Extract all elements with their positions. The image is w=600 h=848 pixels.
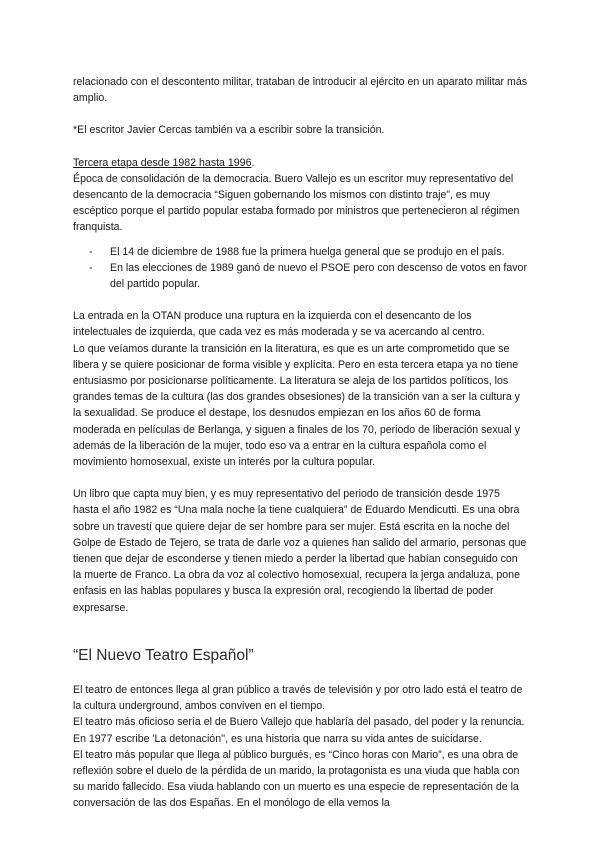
stage-heading-paragraph (73, 155, 528, 171)
note-cercas: *El escritor Javier Cercas también va a escribir sobre la transición. (73, 124, 385, 137)
paragraph-otan: La entrada en la OTAN produce una ruptura en la izquierda con el desencanto de los intelectuales de izquierda, que cada vez es más moderada y se va acercando al centro. (73, 310, 485, 339)
paragraph-theatre-public: El teatro de entonces llega al gran público a través de televisión y por otro lado está el teatro de la cultura underground, ambos conviven en el tiempo. (73, 683, 523, 713)
list-item (73, 260, 528, 292)
stage-description: Época de consolidación de la democracia. Buero Vallejo es un escritor muy representativo del desencanto de la democracia “Siguen gobernando los mismos con distinto traje”, es muy escéptico porque el partido popular estaba formado por ministros que pertenecieron al régimen franquista. (73, 172, 520, 234)
events-list (73, 244, 528, 293)
list-item-text: En las elecciones de 1989 ganó de nuevo el PSOE pero con descenso de votos en favor del partido popular. (110, 261, 527, 291)
paragraph-cinco-horas: El teatro más popular que llega al público burgués, es “Cinco horas con Mario”, es una obra de reflexión sobre el duelo de la pérdida de un marido, la protagonista es una viuda que habla con su marido fallecido. Esa viuda hablando con un muerto es una especie de representación de la conversación de las dos Españas. En el monólogo de ella vemos la (73, 748, 520, 810)
list-bullet: - (89, 261, 93, 274)
list-item (73, 244, 528, 260)
list-item-text: El 14 de diciembre de 1988 fue la primera huelga general que se produjo en el país. (110, 245, 505, 258)
stage-heading-period: . (251, 156, 255, 169)
document-body (73, 74, 528, 812)
paragraph-literature: Lo que veíamos durante la transición en la literatura, es que es un arte comprometido que se libera y se quiere posicionar de forma visible y explícita. Pero en esta tercera etapa ya no tiene entusiasmo por posicionarse políticamente. La literatura se aleja de los partidos políticos, los grandes temas de la cultura (las dos grandes obsesiones) de la transición van a ser la cultura y la sexualidad. Se produce el destape, los desnudos empiezan en los años 60 de forma moderada en películas de Berlanga, y siguen a finales de los 70, periodo de liberación sexual y además de la liberación de la mujer, todo eso va a entrar en la cultura española como el movimiento homosexual, existe un interés por la cultura popular. (73, 342, 520, 469)
list-bullet: - (89, 245, 93, 258)
section-title: “El Nuevo Teatro Español” (73, 646, 254, 664)
paragraph-continuation: relacionado con el descontento militar, trataban de introducir al ejército en un aparato militar más amplio. (73, 76, 528, 105)
paragraph-buero-vallejo: El teatro más oficioso sería el de Buero Vallejo que hablaría del pasado, del poder y la renuncia. En 1977 escribe 'La detonación'', es una historia que narra su vida antes de suicidarse. (73, 716, 525, 745)
stage-heading: Tercera etapa desde 1982 hasta 1996 (73, 156, 252, 169)
paragraph-mendicutti: Un libro que capta muy bien, y es muy representativo del periodo de transición desde 1975 hasta el año 1982 es “Una mala noche la tiene cualquiera” de Eduardo Mendicutti. Es una obra sobre un travestí que quiere dejar de ser hombre para ser mujer. Está escrita en la noche del Golpe de Estado de Tejero, se trata de darle voz a quienes han salido del armario, personas que tienen que dejar de esconderse y tienen miedo a perder la libertad que habían conseguido con la muerte de Franco. La obra da voz al colectivo homosexual, recupera la jerga andaluza, pone enfasis en las hablas populares y busca la expresión oral, recogiendo la libertad de poder expresarse. (73, 488, 527, 614)
